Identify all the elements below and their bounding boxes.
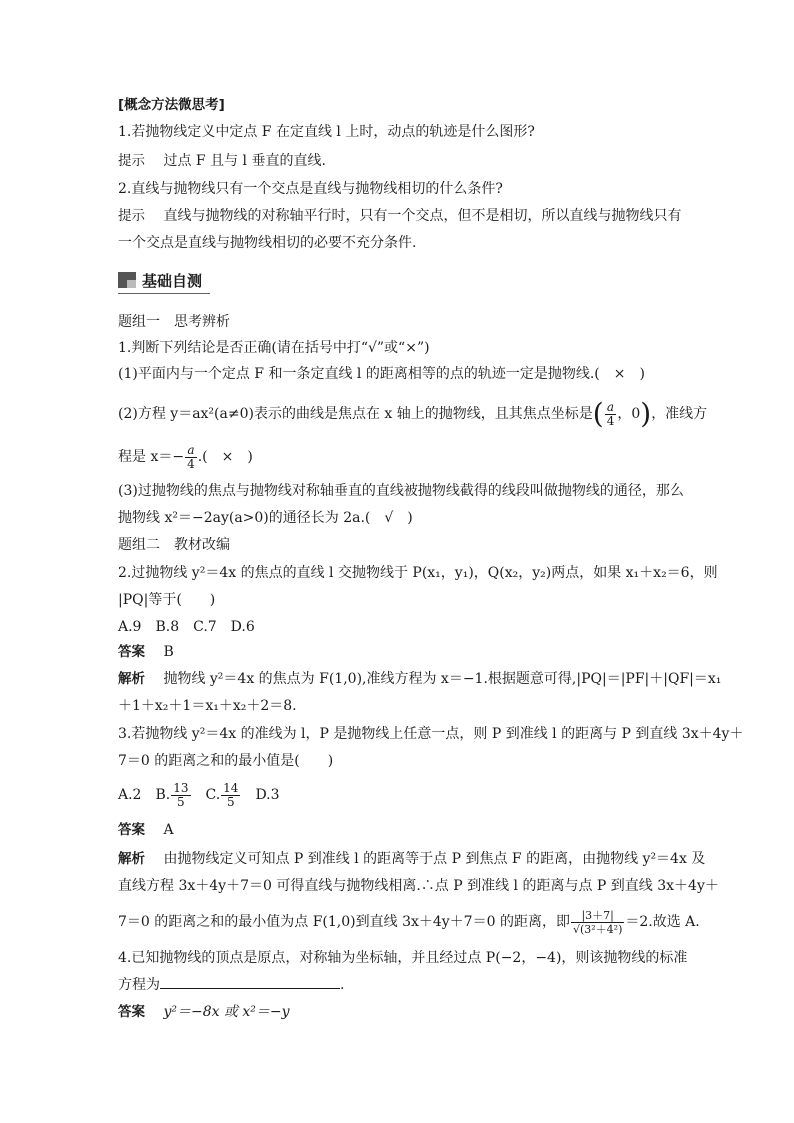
group1-item2-line2: [118, 440, 253, 474]
answer-label: 答案: [118, 822, 145, 838]
item2-directrix: 程是 x＝−: [118, 449, 185, 465]
concept-heading: [概念方法微思考]: [118, 97, 225, 113]
group1-item3-line2: 抛物线 x²＝−2ay(a>0)的通径长为 2a.( √ ): [118, 510, 413, 526]
q2-answer: [118, 642, 174, 662]
explanation-label: 解析: [118, 671, 145, 687]
group1-title: 题组一 思考辨析: [118, 314, 230, 330]
q3-options: A.2 B. $\frac{13}{5}$ C. $\frac{14}{5}$ D.3: [118, 780, 280, 809]
q3-line2: 7＝0 的距离之和的最小值是( ): [118, 753, 334, 769]
concept-a2-line1: [118, 206, 681, 226]
group1-item2-line1: [118, 397, 707, 431]
q2-options: A.9 B.8 C.7 D.6: [118, 619, 255, 635]
q4-line1: 4.已知抛物线的顶点是原点，对称轴为坐标轴，并且经过点 P(−2，−4)，则该抛物线的标准: [118, 950, 688, 966]
q3-line1: 3.若抛物线 y²＝4x 的准线为 l，P 是抛物线上任意一点，则 P 到准线 l 的距离与 P 到直线 3x＋4y＋: [118, 726, 744, 742]
group2-title: 题组二 教材改编: [118, 537, 230, 553]
fraction-a-over-4: $\frac{a}{4}$: [606, 399, 615, 428]
explanation-text: 抛物线 y²＝4x 的焦点为 F(1,0),准线方程为 x＝−1.根据题意可得,|PQ|＝|PF|＋|QF|＝x₁: [163, 671, 722, 687]
item2-coord: ，0: [617, 406, 641, 422]
hint-text: 直线与抛物线的对称轴平行时，只有一个交点，但不是相切，所以直线与抛物线只有: [163, 208, 682, 224]
answer-label: 答案: [118, 644, 145, 660]
q4-answer: [118, 1002, 290, 1022]
paren-right: ): [640, 397, 652, 430]
explanation-text: 由抛物线定义可知点 P 到准线 l 的距离等于点 P 到焦点 F 的距离，由抛物线 y²＝4x 及: [163, 851, 706, 867]
hint-text: 过点 F 且与 l 垂直的直线.: [163, 153, 326, 169]
group1-q1-stem: 1.判断下列结论是否正确(请在括号中打“√”或“×”): [118, 340, 430, 356]
q4-line2: 方程为 .: [118, 974, 344, 995]
fraction-13-over-5: $\frac{13}{5}$: [173, 780, 189, 809]
item2-tail: ，准线方: [651, 406, 708, 422]
concept-a1: [118, 151, 326, 171]
answer-value: A: [163, 822, 174, 838]
distance-fraction: $\frac{|3+7|}{\text{√(3²＋4²)}}$: [572, 908, 623, 936]
concept-a2-line2: 一个交点是直线与抛物线相切的必要不充分条件.: [118, 235, 417, 251]
q3-explanation-line1: [118, 849, 705, 869]
q2-explanation-line2: ＋1＋x₂＋1＝x₁＋x₂＋2＝8.: [118, 698, 297, 714]
section-header: [118, 269, 202, 291]
fraction-14-over-5: $\frac{14}{5}$: [223, 780, 239, 809]
answer-value: B: [163, 644, 174, 660]
paren-left: (: [592, 397, 604, 430]
q3-answer: [118, 820, 174, 840]
fraction-a-over-4: $\frac{a}{4}$: [187, 442, 195, 471]
item2-text: (2)方程 y＝ax²(a≠0)表示的曲线是焦点在 x 轴上的抛物线，且其焦点坐标是: [118, 406, 593, 422]
section-underline: [118, 293, 210, 294]
q2-line1: 2.过抛物线 y²＝4x 的焦点的直线 l 交抛物线于 P(x₁，y₁)，Q(x₂，y₂)两点，如果 x₁＋x₂＝6，则: [118, 565, 718, 581]
answer-value: y²＝−8x 或 x²＝−y: [163, 1004, 290, 1020]
hint-label: 提示: [118, 208, 145, 224]
q2-line2: |PQ|等于( ): [118, 592, 216, 608]
explanation-label: 解析: [118, 851, 145, 867]
hint-label: 提示: [118, 153, 145, 169]
group1-item3-line1: (3)过抛物线的焦点与抛物线对称轴垂直的直线被抛物线截得的线段叫做抛物线的通径，那么: [118, 483, 684, 499]
q3-explanation-line3: 7＝0 的距离之和的最小值为点 F(1,0)到直线 3x＋4y＋7＝0 的距离，即 $\frac{|3+7|}{\text{√(3²＋4²)}}$ ＝2.故选 A.: [118, 908, 700, 936]
answer-label: 答案: [118, 1004, 145, 1020]
q3-explanation-line2: 直线方程 3x＋4y＋7＝0 可得直线与抛物线相离.∴点 P 到准线 l 的距离与点 P 到直线 3x＋4y＋: [118, 878, 719, 894]
item2-mark: .( × ): [197, 449, 253, 465]
group1-item1: (1)平面内与一个定点 F 和一条定直线 l 的距离相等的点的轨迹一定是抛物线.( × ): [118, 366, 645, 382]
q2-explanation-line1: [118, 669, 721, 689]
section-square-icon: [118, 272, 136, 288]
concept-q2: 2.直线与抛物线只有一个交点是直线与抛物线相切的什么条件?: [118, 181, 503, 197]
answer-blank[interactable]: [160, 974, 340, 989]
section-title: 基础自测: [142, 271, 203, 290]
concept-q1: 1.若抛物线定义中定点 F 在定直线 l 上时，动点的轨迹是什么图形?: [118, 124, 535, 140]
